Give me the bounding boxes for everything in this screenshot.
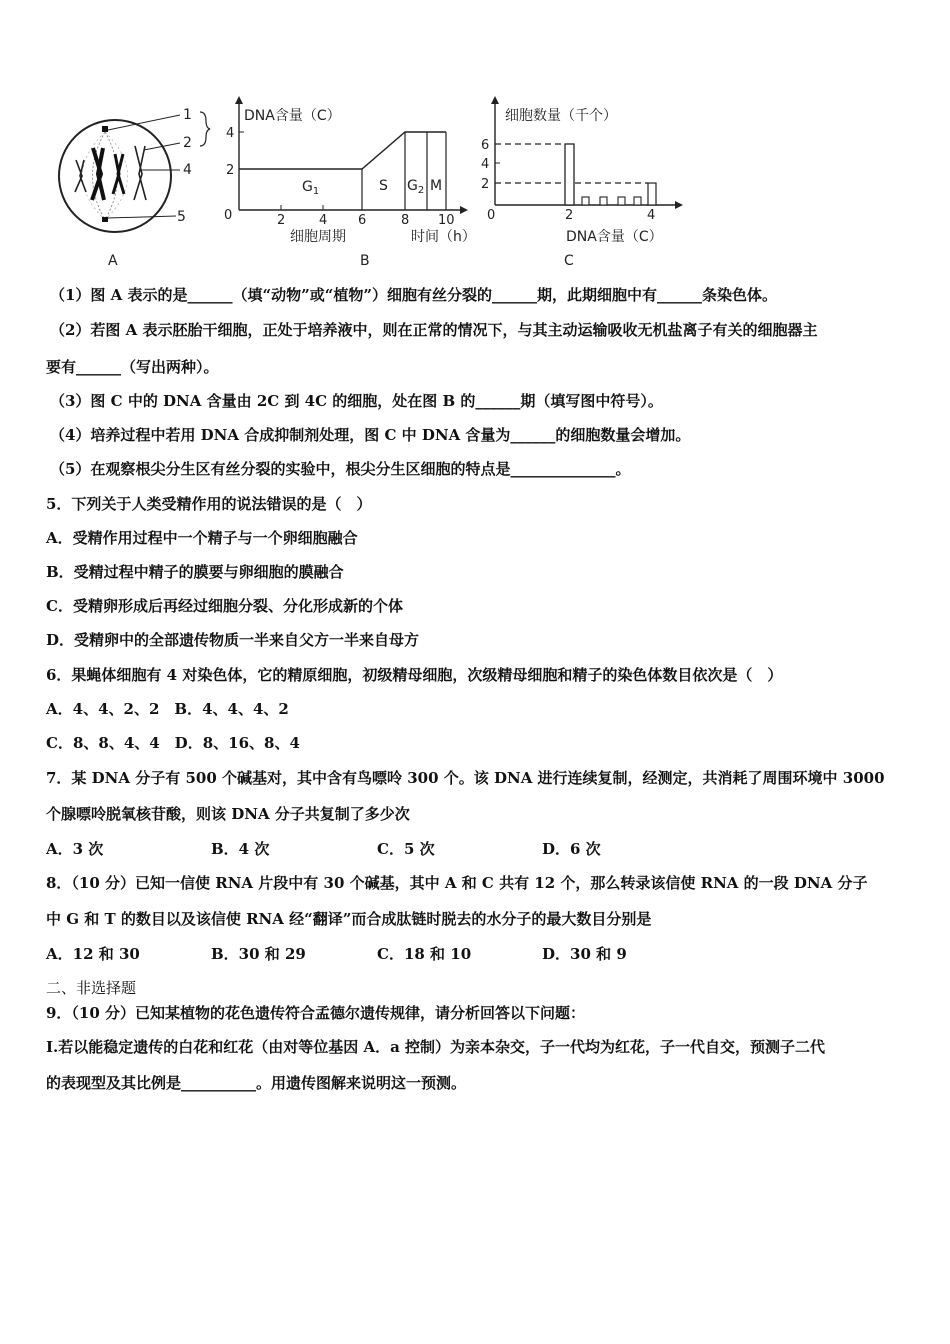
figure-c-x-tick-4: 4: [647, 208, 656, 223]
q8-option-a: A．12 和 30: [46, 945, 140, 963]
q6-stem: 6．果蝇体细胞有 4 对染色体，它的精原细胞，初级精母细胞，次级精母细胞和精子的染色体数目依次是（ ）: [46, 666, 783, 684]
q7-option-d: D．6 次: [542, 840, 601, 858]
figure-a-label-2: 2: [183, 135, 192, 151]
figure-c-caption: C: [564, 253, 574, 269]
figure-a-caption: A: [108, 253, 118, 269]
figure-b-phase-g1: $G_1$: [302, 179, 320, 197]
figure-a-label-5: 5: [177, 209, 186, 225]
figure-b-x-tick-6: 6: [358, 213, 367, 228]
figure-c-y-title: 细胞数量（千个）: [505, 108, 617, 124]
q5-option-c: C．受精卵形成后再经过细胞分裂、分化形成新的个体: [46, 597, 403, 615]
figure-c-x-tick-2: 2: [565, 208, 574, 223]
q4-sub5: （5）在观察根尖分生区有丝分裂的实验中，根尖分生区细胞的特点是______________。: [50, 460, 631, 478]
q6-options-cd: C．8、8、4、4 D．8、16、8、4: [46, 734, 300, 752]
figure-c-y-tick-6: 6: [481, 138, 490, 153]
figure-b-y-tick-4: 4: [226, 126, 235, 141]
figure-c-y-tick-2: 2: [481, 177, 490, 192]
q7-stem-line2: 个腺嘌呤脱氧核苷酸，则该 DNA 分子共复制了多少次: [46, 805, 410, 823]
figure-b-x-tick-10: 10: [438, 213, 455, 228]
q7-option-a: A．3 次: [46, 840, 104, 858]
q7-stem-line1: 7．某 DNA 分子有 500 个碱基对，其中含有鸟嘌呤 300 个。该 DNA 进行连续复制，经测定，共消耗了周围环境中 3000: [46, 769, 885, 787]
q5-option-a: A．受精作用过程中一个精子与一个卵细胞融合: [46, 529, 358, 547]
q4-sub3: （3）图 C 中的 DNA 含量由 2C 到 4C 的细胞，处在图 B 的______期（填写图中符号）。: [50, 392, 663, 410]
figure-b-x-title-left: 细胞周期: [290, 229, 346, 245]
q7-option-c: C．5 次: [377, 840, 435, 858]
figure-b-x-tick-4: 4: [319, 213, 328, 228]
q4-sub4: （4）培养过程中若用 DNA 合成抑制剂处理，图 C 中 DNA 含量为______的细胞数量会增加。: [50, 426, 691, 444]
figure-b-phase-g2: $G_2$: [407, 178, 425, 196]
figure-b-phase-s: S: [379, 178, 388, 194]
figure-c-x-tick-0: 0: [487, 208, 496, 223]
figure-a-label-4: 4: [183, 162, 192, 178]
q5-stem: 5．下列关于人类受精作用的说法错误的是（ ）: [46, 495, 372, 513]
figure-b-phase-m: M: [430, 178, 443, 194]
q9-part1-line2: 的表现型及其比例是__________。用遗传图解来说明这一预测。: [46, 1074, 467, 1092]
figure-b-x-tick-8: 8: [401, 213, 410, 228]
figure-b-y-title: DNA含量（C）: [244, 108, 341, 124]
figure-b-caption: B: [360, 253, 370, 269]
figure-group: [40, 88, 740, 273]
section-heading: 二、非选择题: [46, 979, 137, 997]
q6-options-ab: A．4、4、2、2 B．4、4、4、2: [46, 700, 289, 718]
q9-stem: 9．（10 分）已知某植物的花色遗传符合孟德尔遗传规律，请分析回答以下问题：: [46, 1004, 586, 1022]
figure-b-y-tick-2: 2: [226, 163, 235, 178]
q5-option-d: D．受精卵中的全部遗传物质一半来自父方一半来自母方: [46, 631, 420, 649]
figure-c-y-tick-4: 4: [481, 157, 490, 172]
figure-b-x-tick-0: 0: [224, 208, 233, 223]
q8-stem-line2: 中 G 和 T 的数目以及该信使 RNA 经“翻译”而合成肽链时脱去的水分子的最大数目分别是: [46, 910, 652, 928]
q8-option-c: C．18 和 10: [377, 945, 472, 963]
figure-a-label-1: 1: [183, 107, 192, 123]
figures-svg: [40, 88, 740, 273]
q8-option-b: B．30 和 29: [211, 945, 306, 963]
q4-sub2-line1: （2）若图 A 表示胚胎干细胞，正处于培养液中，则在正常的情况下，与其主动运输吸收无机盐离子有关的细胞器主: [50, 321, 818, 339]
q8-stem-line1: 8．（10 分）已知一信使 RNA 片段中有 30 个碱基，其中 A 和 C 共有 12 个，那么转录该信使 RNA 的一段 DNA 分子: [46, 874, 868, 892]
figure-b-x-title-right: 时间（h）: [411, 229, 476, 245]
q9-part1-line1: I.若以能稳定遗传的白花和红花（由对等位基因 A．a 控制）为亲本杂交，子一代均为红花，子一代自交，预测子二代: [46, 1038, 826, 1056]
figure-c-bars: [565, 144, 656, 205]
q4-sub1: （1）图 A 表示的是______（填“动物”或“植物”）细胞有丝分裂的______期，此期细胞中有______条染色体。: [50, 286, 778, 304]
q5-option-b: B．受精过程中精子的膜要与卵细胞的膜融合: [46, 563, 344, 581]
q7-option-b: B．4 次: [211, 840, 270, 858]
q8-option-d: D．30 和 9: [542, 945, 627, 963]
figure-b-x-tick-2: 2: [277, 213, 286, 228]
figure-c-x-title: DNA含量（C）: [566, 229, 663, 245]
q4-sub2-line2: 要有______（写出两种）。: [46, 358, 219, 376]
figure-b-dna-curve: [239, 132, 446, 210]
